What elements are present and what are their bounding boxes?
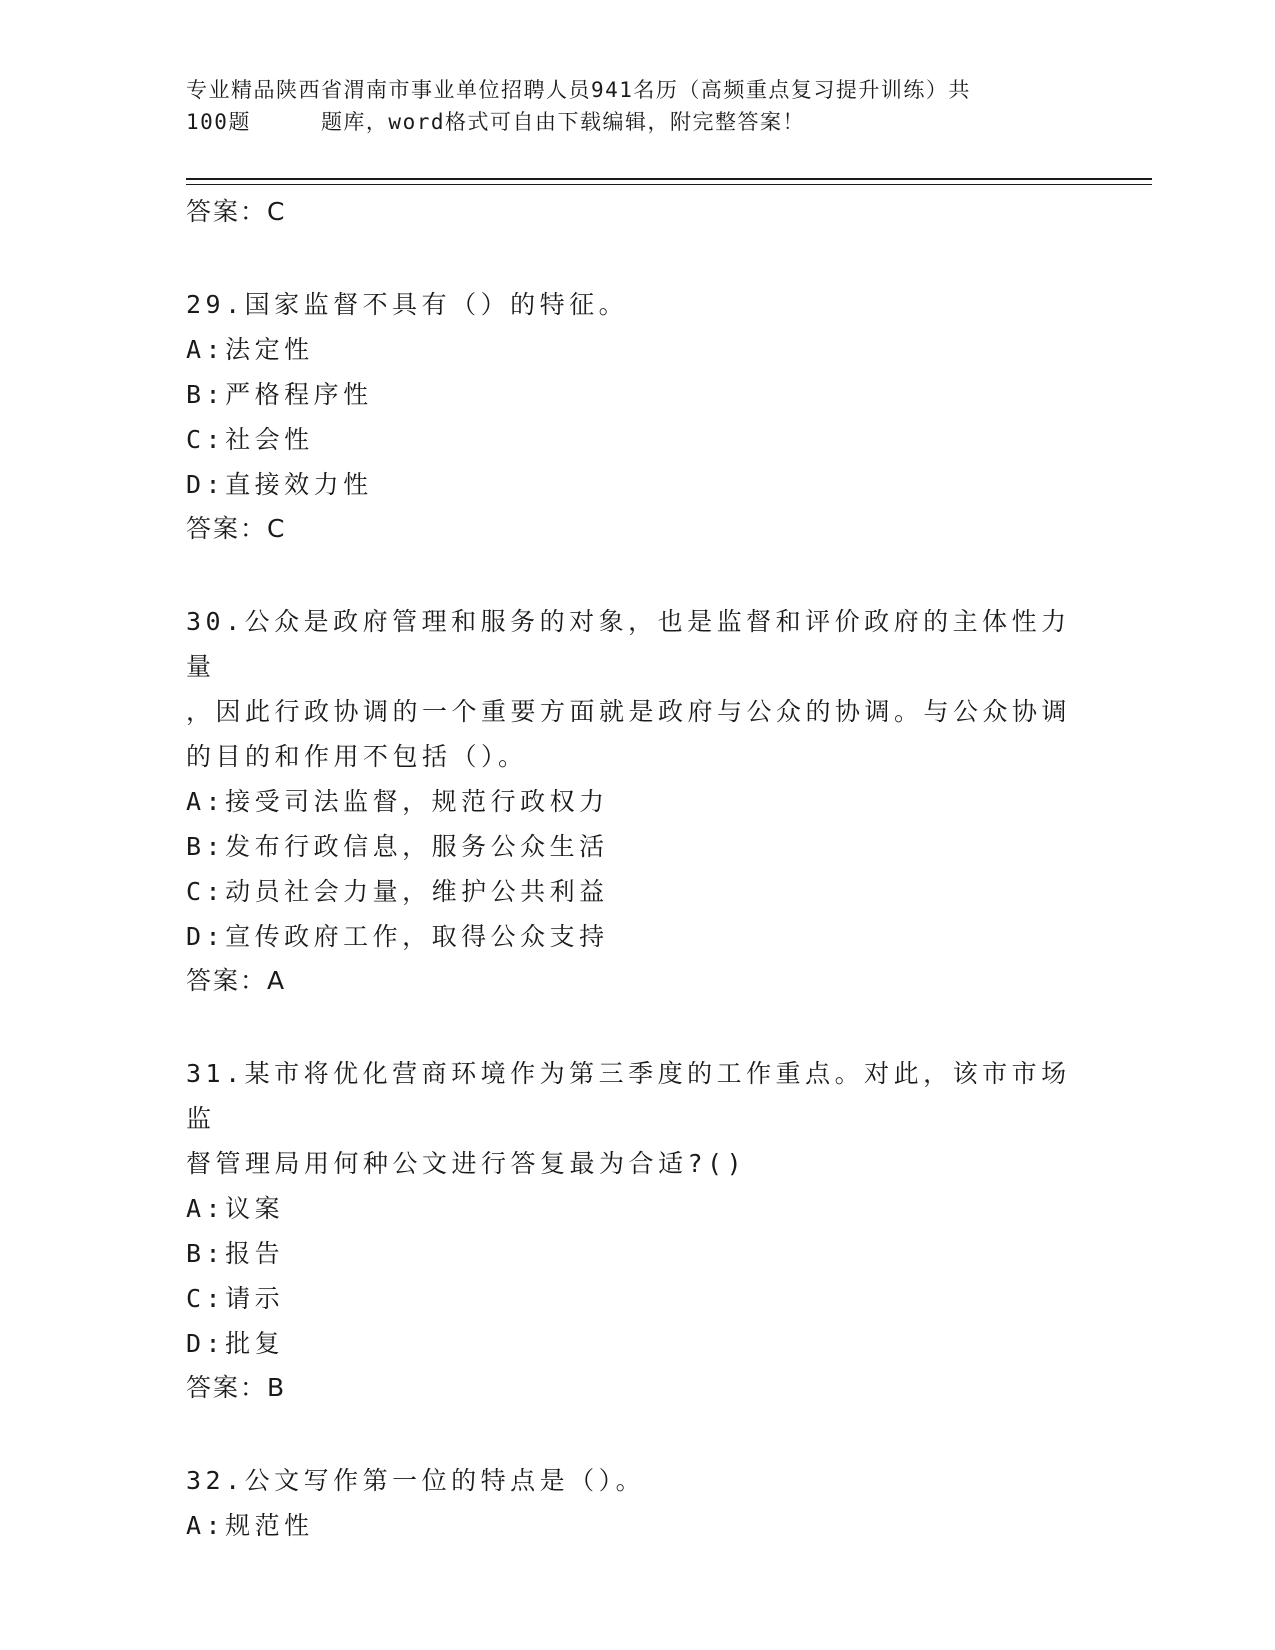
option-d: D:直接效力性: [186, 470, 373, 499]
answer-label: 答案：: [186, 197, 268, 226]
option-b: B:报告: [186, 1239, 285, 1268]
question-text: 32.公文写作第一位的特点是（）。: [186, 1466, 646, 1495]
option-d: D:批复: [186, 1329, 285, 1358]
option-a: A:规范性: [186, 1511, 314, 1540]
question-block: [186, 282, 1086, 551]
question-block: [186, 1051, 1086, 1410]
question-block: [186, 1458, 1086, 1548]
answer-line: [186, 1366, 1086, 1410]
answer-line: [186, 507, 1086, 551]
question-text-line-1: 31.某市将优化营商环境作为第三季度的工作重点。对此，该市市场监: [186, 1059, 1071, 1133]
question-block: [186, 599, 1086, 1003]
question-text: 29.国家监督不具有（）的特征。: [186, 290, 629, 319]
option-c: C:请示: [186, 1284, 285, 1313]
question-text-line-3: 的目的和作用不包括（）。: [186, 742, 528, 771]
answer-label: 答案：: [186, 1373, 268, 1402]
option-b: B:严格程序性: [186, 380, 373, 409]
option-c: C:社会性: [186, 425, 314, 454]
option-c: C:动员社会力量，维护公共利益: [186, 877, 609, 906]
answer-line: [186, 190, 1086, 234]
answer-value: C: [267, 197, 286, 226]
header-line-1: 专业精品陕西省渭南市事业单位招聘人员941名历（高频重点复习提升训练）共: [186, 78, 971, 102]
answer-value: B: [267, 1373, 286, 1402]
header-question-count: 100题: [186, 110, 251, 134]
answer-label: 答案：: [186, 514, 268, 543]
option-d: D:宣传政府工作，取得公众支持: [186, 922, 609, 951]
header-description: 题库，word格式可自由下载编辑，附完整答案！: [320, 110, 806, 134]
header-rule-thick: [186, 178, 1152, 180]
answer-label: 答案：: [186, 966, 268, 995]
header-rule-thin: [186, 184, 1152, 185]
page-header: [186, 74, 1066, 138]
page-content: [186, 190, 1086, 1548]
question-text-line-2: ，因此行政协调的一个重要方面就是政府与公众的协调。与公众协调: [186, 697, 1072, 726]
option-a: A:议案: [186, 1194, 285, 1223]
option-b: B:发布行政信息，服务公众生活: [186, 832, 609, 861]
question-text-line-1: 30.公众是政府管理和服务的对象，也是监督和评价政府的主体性力量: [186, 607, 1071, 681]
answer-value: C: [267, 514, 286, 543]
option-a: A:法定性: [186, 335, 314, 364]
question-text-line-2: 督管理局用何种公文进行答复最为合适?(): [186, 1149, 747, 1178]
option-a: A:接受司法监督，规范行政权力: [186, 787, 609, 816]
answer-value: A: [267, 966, 286, 995]
answer-line: [186, 959, 1086, 1003]
header-line-2: [186, 106, 1066, 138]
